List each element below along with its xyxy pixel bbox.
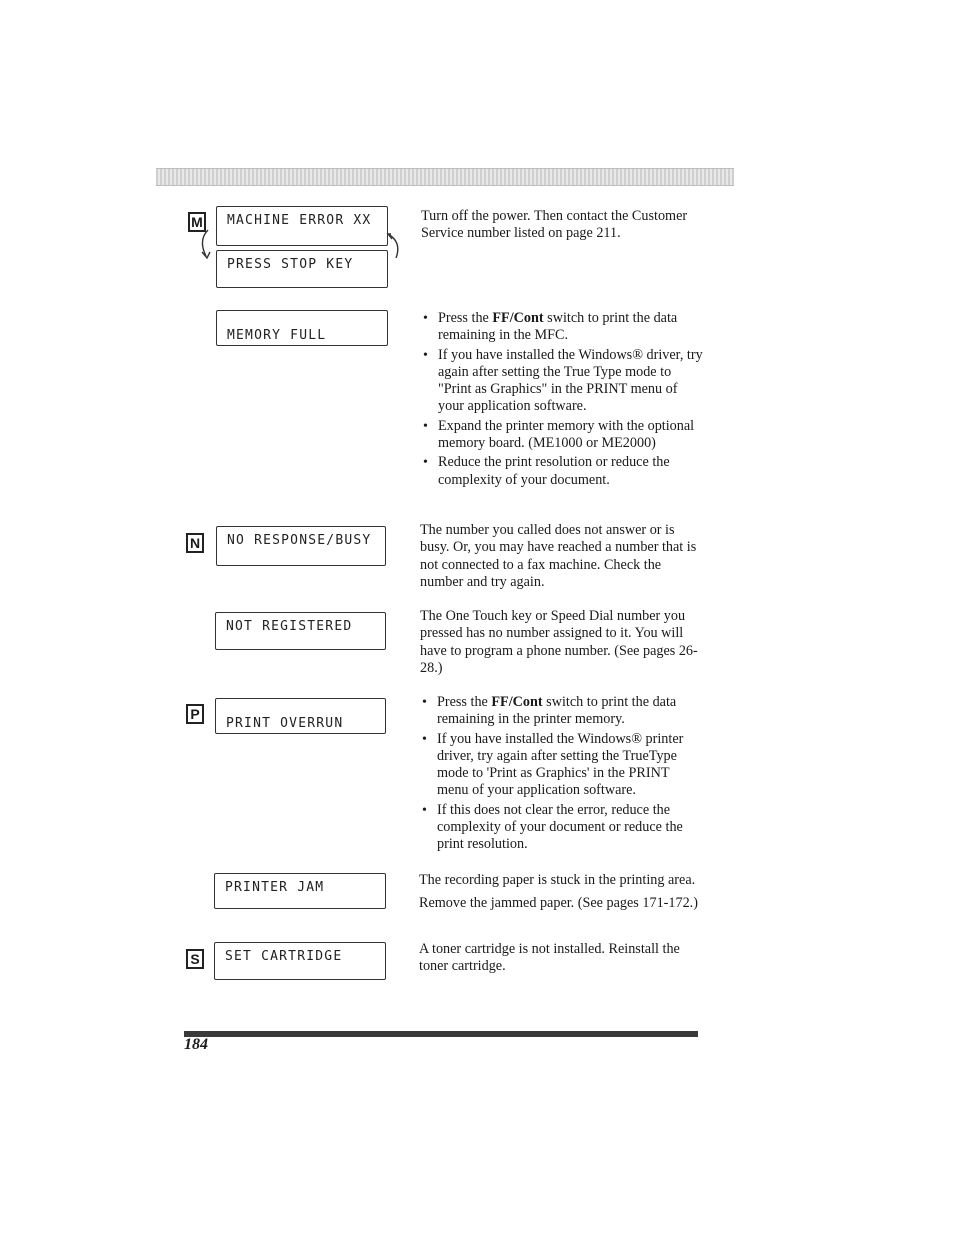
list-item: • If you have installed the Windows® printer driver, try again after setting the TrueType mode to 'Print as Graphics' in the PRINT menu of your application software.	[420, 731, 704, 800]
description-print-overrun	[420, 694, 704, 856]
description-text: The number you called does not answer or is busy. Or, you may have reached a number that is not connected to a fax machine. Check the number and try again.	[420, 522, 697, 590]
page-number: 184	[184, 1036, 208, 1053]
lcd-text: NO RESPONSE/BUSY	[227, 533, 372, 548]
description-machine-error	[421, 208, 705, 249]
lcd-print-overrun	[215, 698, 386, 734]
list-item: • Reduce the print resolution or reduce the complexity of your document.	[421, 454, 705, 489]
description-memory-full	[421, 310, 705, 491]
lcd-text: PRESS STOP KEY	[227, 257, 354, 272]
section-letter-n: N	[186, 533, 204, 553]
lcd-set-cartridge	[214, 942, 386, 980]
lcd-not-registered	[215, 612, 386, 650]
description-no-response	[420, 522, 704, 597]
description-not-registered	[420, 608, 704, 683]
lcd-text: MACHINE ERROR XX	[227, 213, 372, 228]
description-text: The recording paper is stuck in the printing area.	[419, 872, 696, 888]
section-letter-p: P	[186, 704, 204, 724]
lcd-no-response-busy	[216, 526, 386, 566]
lcd-text: SET CARTRIDGE	[225, 949, 343, 964]
bullet-list	[421, 310, 705, 489]
bullet-list	[420, 694, 704, 854]
description-text: A toner cartridge is not installed. Reinstall the toner cartridge.	[419, 941, 680, 975]
list-item: • Press the FF/Cont switch to print the data remaining in the printer memory.	[420, 694, 704, 729]
description-text: Turn off the power. Then contact the Customer Service number listed on page 211.	[421, 208, 688, 242]
lcd-text: PRINTER JAM	[225, 880, 325, 895]
list-item: • If this does not clear the error, reduce the complexity of your document or reduce the print resolution.	[420, 802, 704, 854]
lcd-text: MEMORY FULL	[227, 328, 327, 343]
section-letter-s: S	[186, 949, 204, 969]
description-set-cartridge	[419, 941, 705, 982]
description-text: The One Touch key or Speed Dial number you pressed has no number assigned to it. You will have to program a phone number. (See pages 26-28.)	[420, 608, 698, 676]
list-item: • Press the FF/Cont switch to print the data remaining in the MFC.	[421, 310, 705, 345]
description-printer-jam	[419, 872, 705, 919]
lcd-press-stop-key	[216, 250, 388, 288]
list-item: • Expand the printer memory with the optional memory board. (ME1000 or ME2000)	[421, 418, 705, 453]
list-item: • If you have installed the Windows® driver, try again after setting the True Type mode to "Print as Graphics" in the PRINT menu of your application software.	[421, 347, 705, 416]
lcd-printer-jam	[214, 873, 386, 909]
header-rule	[156, 168, 734, 186]
footer-rule	[184, 1031, 698, 1037]
section-letter-m: M	[188, 212, 206, 232]
lcd-memory-full	[216, 310, 388, 346]
description-text: Remove the jammed paper. (See pages 171-172.)	[419, 895, 698, 912]
lcd-text: NOT REGISTERED	[226, 619, 353, 634]
lcd-text: PRINT OVERRUN	[226, 716, 344, 731]
